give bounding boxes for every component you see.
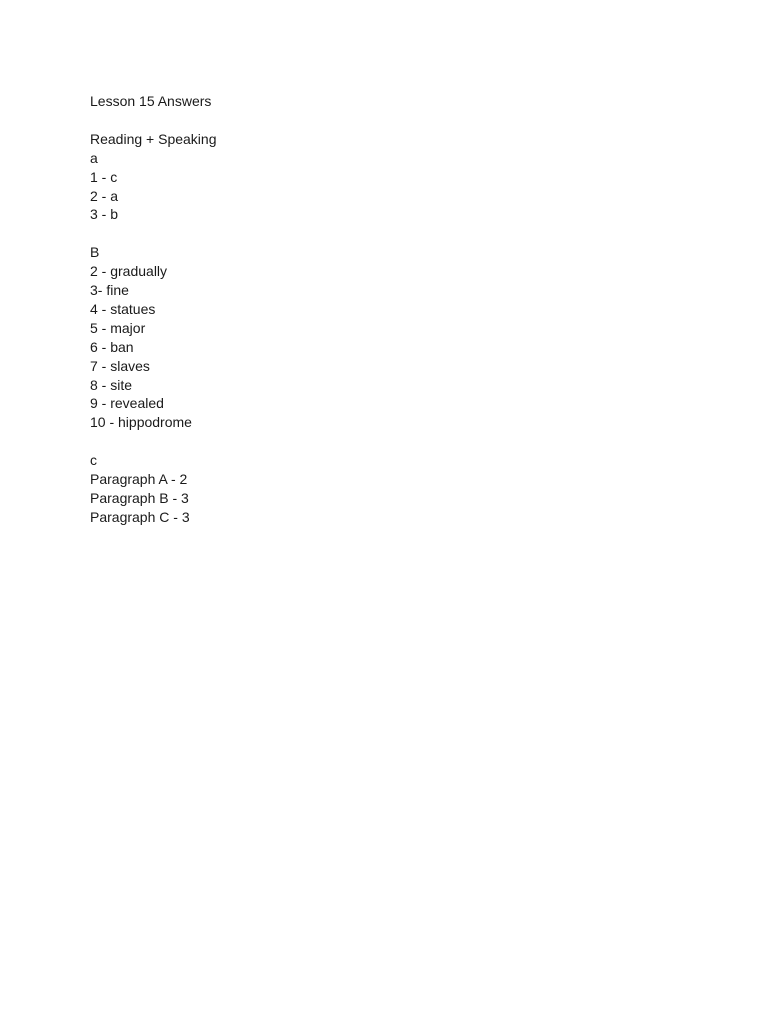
part-b-item: 10 - hippodrome: [90, 414, 192, 431]
part-c-label: c: [90, 452, 97, 469]
part-b-item: 6 - ban: [90, 338, 134, 355]
part-b-item: 9 - revealed: [90, 395, 164, 412]
part-a-item: 3 - b: [90, 206, 119, 223]
part-a-label: a: [90, 149, 98, 166]
part-b-item: 5 - major: [90, 319, 146, 336]
part-b-label: B: [90, 244, 100, 261]
part-b-item: 8 - site: [90, 376, 133, 393]
part-b-item: 4 - statues: [90, 300, 156, 317]
part-c-item: Paragraph C - 3: [90, 508, 190, 525]
part-a-item: 1 - c: [90, 168, 118, 185]
blank-line: [90, 111, 217, 130]
document-body: [90, 92, 217, 527]
part-c-item: Paragraph B - 3: [90, 489, 189, 506]
part-c-item: Paragraph A - 2: [90, 471, 188, 488]
part-b-item: 2 - gradually: [90, 263, 168, 280]
section-heading: Reading + Speaking: [90, 130, 217, 147]
blank-line: [90, 432, 217, 451]
part-b-item: 3- fine: [90, 282, 129, 299]
part-a-item: 2 - a: [90, 187, 119, 204]
blank-line: [90, 224, 217, 243]
part-b-item: 7 - slaves: [90, 357, 150, 374]
document-title: Lesson 15 Answers: [90, 93, 212, 109]
